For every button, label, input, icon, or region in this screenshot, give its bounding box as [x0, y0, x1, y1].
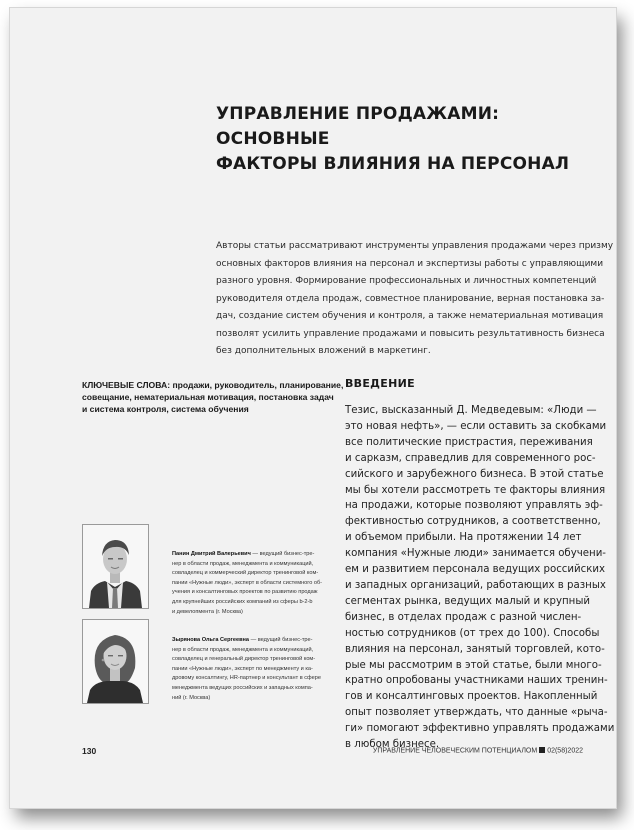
abstract-line: основных факторов влияния на персонал и экспертизы работы с управляющими — [216, 258, 604, 269]
body-line: и западных организаций, работающих в разных — [345, 579, 606, 591]
body-line: это новая нефть», — если оставить за скобками — [345, 420, 607, 432]
author-name: Зырянова Ольга Сергеевна — [172, 637, 250, 643]
author-portrait-female-icon — [83, 620, 148, 703]
body-line: гов и консалтинговых проектов. Накопленный — [345, 691, 598, 703]
bio-line: ний (г. Москва) — [172, 694, 211, 701]
abstract-line: без дополнительных вложений в маркетинг. — [216, 346, 431, 356]
page-number: 130 — [82, 746, 97, 756]
body-line: Тезис, высказанный Д. Медведевым: «Люди — — [345, 405, 597, 416]
bio-line: совладелец и генеральный директор тренинговой ком- — [172, 656, 316, 663]
bio-line: учения и консалтинговых проектов по развитию продаж — [172, 589, 318, 596]
body-line: рые мы рассмотрим в этой статье, были много- — [345, 659, 602, 671]
journal-footer — [373, 747, 583, 755]
journal-issue: 02(58)2022 — [547, 747, 583, 755]
bio-line: нер в области продаж, менеджмента и коммуникаций, — [172, 646, 314, 653]
bio-line: нер в области продаж, менеджмента и коммуникаций, — [172, 560, 314, 567]
body-line: ем и развитием персонала ведущих российских — [345, 564, 606, 576]
introduction-text — [345, 403, 615, 753]
bio-line: и девелопмента (г. Москва) — [172, 608, 243, 615]
abstract-line: позволят усилить управление продажами и повысить результативность бизнеса — [216, 328, 605, 339]
body-line: влияния на персонал, занятый торговлей, кото- — [345, 643, 605, 655]
body-line: в любом бизнесе. — [345, 739, 440, 751]
author-bio-zyryanova — [172, 636, 332, 703]
abstract-line: разного уровня. Формирование профессиональных и личностных компетенций — [216, 276, 597, 286]
bio-line: дровому консалтингу, HR-партнер и консультант в сфере — [172, 675, 321, 682]
body-line: кратно опробованы участниками наших тренин- — [345, 675, 608, 687]
body-line: и сарказм, справедлив для современного рос- — [345, 452, 596, 464]
journal-page — [10, 8, 616, 808]
author-bio-panin — [172, 550, 332, 617]
body-line: ги» помогают эффективно управлять продажами — [345, 723, 615, 735]
body-line: фективностью сотрудников, а соответственно, — [345, 516, 601, 528]
journal-name: УПРАВЛЕНИЕ ЧЕЛОВЕЧЕСКИМ ПОТЕНЦИАЛОМ — [372, 747, 538, 755]
bio-line: пании «Нужные люди», эксперт по менеджменту и ка- — [172, 665, 313, 672]
author-portrait-male-icon — [83, 525, 148, 608]
body-line: опыт позволяет утверждать, что данные «рыча- — [345, 707, 608, 719]
article-abstract — [216, 238, 614, 361]
body-line: на продажи, которые позволяют управлять эф- — [345, 500, 603, 512]
keywords-line: КЛЮЧЕВЫЕ СЛОВА: продажи, руководитель, планирование, — [82, 380, 344, 390]
bio-line: для крупнейших российских компаний из сферы b-2-b — [172, 598, 313, 605]
bio-line: менеджмента ведущих российских и западных компа- — [172, 684, 313, 691]
body-line: все политические пристрастия, переживания — [345, 436, 593, 448]
keywords-line: совещание, нематериальная мотивация, постановка задач — [82, 391, 334, 402]
section-heading-introduction: ВВЕДЕНИЕ — [345, 377, 415, 390]
body-line: компания «Нужные люди» занимается обучени- — [345, 548, 606, 560]
square-bullet-icon — [539, 747, 545, 753]
abstract-line: руководителя отдела продаж, совместное планирование, верная постановка за- — [216, 293, 605, 304]
body-line: сегментах рынка, ведущих малый и крупный — [345, 595, 590, 607]
body-line: бизнес, в отделах продаж с разной числен- — [345, 611, 582, 623]
keywords-block — [82, 380, 344, 415]
author-name: Панин Дмитрий Валерьевич — [172, 551, 251, 557]
abstract-line: дач, создание систем обучения и контроля, а также нематериальная мотивация — [216, 311, 604, 321]
author-bio-first: — ведущий бизнес-тре- — [249, 637, 313, 643]
keywords-line: и система контроля, система обучения — [82, 403, 249, 414]
article-title-line: УПРАВЛЕНИЕ ПРОДАЖАМИ: ОСНОВНЫЕ — [216, 104, 500, 149]
bio-line: совладелец и коммерческий директор тренинговой ком- — [172, 570, 319, 577]
author-photo-panin — [82, 524, 149, 609]
body-line: ностью сотрудников (от трех до 100). Способы — [345, 627, 600, 639]
bio-line: пании «Нужные люди», эксперт в области системного об- — [172, 579, 323, 586]
author-bio-first: — ведущий бизнес-тре- — [250, 551, 315, 557]
article-title-line: ФАКТОРЫ ВЛИЯНИЯ НА ПЕРСОНАЛ — [216, 154, 570, 174]
body-line: мы бы хотели рассмотреть те факторы влияния — [345, 484, 606, 496]
body-line: сийского и зарубежного бизнеса. В этой статье — [345, 468, 604, 480]
body-line: и объемом прибыли. На протяжении 14 лет — [345, 532, 582, 544]
article-title — [216, 102, 596, 177]
author-photo-zyryanova — [82, 619, 149, 704]
abstract-line: Авторы статьи рассматривают инструменты управления продажами через призму — [216, 241, 614, 251]
